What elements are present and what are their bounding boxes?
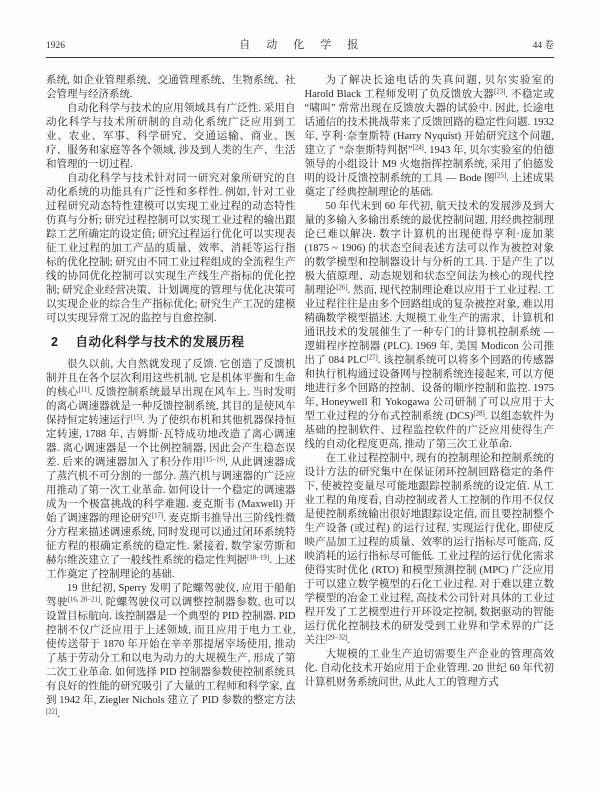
right-column [305,74,555,722]
paragraph: 大规模的工业生产迫切需要生产企业的管理高效化. 自动化技术开始应用于企业管理. 20 世纪 60 年代初计算机财务系统问世, 从此人工的管理方式 [304,649,554,688]
header-rule [46,57,554,58]
paragraph: 19 世纪初, Sperry 发明了陀螺驾驶仪, 应用于船舶驾驶[16, 20−21]. 陀螺驾驶仪可以调整控制器参数, 也可以设置目标航向. 该控制器是一个典型的 PID 控制器. PID 控制不仅广泛应用于上述领域, 而且应用于电力工业, 使传送带于 1870 年开始在辛辛那提屠宰场使用, 推动了基于劳动分工和以电为动力的大规模生产, 形成了第二次工业革命. 如何选择 PID 控制器参数使控制系统具有良好的性能的研究吸引了大量的工程师和科学家, 直到 1942 年, Ziegler Nichols 建立了 PID 参数的整定方法[22]. [46,583,296,720]
paragraph: 为了解决长途电话的失真问题, 贝尔实验室的 Harold Black 工程师发明了负反馈放大器[23]. 不稳定或 “啸叫” 常常出现在反馈放大器的试验中. 因此, 长途电话通信的技术挑战带来了反馈回路的稳定性问题. 1932 年, 亨利·奈奎斯特 (Harry Nyquist) 开始研究这个问题, 建立了 “奈奎斯特判据”[24]. 1943 年, 贝尔实验室的伯德领导的小组设计 M9 火炮指挥控制系统, 采用了伯德发明的设计反馈控制系统的工具 — Bode 图[25]. 上述成果奠定了经典控制理论的基础. [304,75,555,198]
reference-marker: [29−32] [325,634,348,642]
two-column-body [46,74,554,722]
section-number: 2 [51,335,59,349]
paragraph: 很久以前, 大自然就发现了反馈. 它创造了反馈机制并且在各个层次利用这些机制, 它是机体平衡和生命的核心[11]. 反馈控制系统最早出现在风车上. 当时发明的离心调速器就是一种反馈控制系统, 其目的是使风车保持恒定转速运行[15]. 为了使织布机和其他机器保持恒定转速, 1788 年, 吉姆斯·瓦特成功地改造了离心调速器. 离心调速器是一个比例控制器, 因此会产生稳态误差. 后来的调速器加入了积分作用[15−16], 从此调速器成了蒸汽机不可分割的一部分. 蒸汽机与调速器的广泛应用推动了第一次工业革命. 如何设计一个稳定的调速器成为一个极富挑战的科学难题. 麦克斯韦 (Maxwell) 开始了调速器的理论研究[17]. 麦克斯韦推导出三阶线性微分方程来描述调速系统, 同时发现可以通过闭环系统特征方程的根确定系统的稳定性. 紧接着, 数学家劳斯和赫尔维茨建立了一般线性系统的稳定性判据[18−19]. 上述工作奠定了控制理论的基础. [46,359,296,580]
left-column [46,74,296,722]
page-header [46,36,554,52]
section-title: 自动化科学与技术的发展历程 [75,335,245,349]
reference-marker: [16, 20−21] [67,596,101,604]
page-number: 1926 [46,41,65,51]
paragraph: 系统, 如企业管理系统、交通管理系统、生物系统、社会管理与经济系统. [46,75,296,100]
paragraph: 自动化科学与技术针对同一研究对象所研究的自动化系统的功能具有广泛性和多样性. 例如, 针对工业过程研究动态特性建模可以实现工业过程的动态特性仿真与分析; 研究过程控制可以实现工业过程的输出跟踪工艺所确定的设定值; 研究过程运行优化可以实现表征工业过程的加工产品的质量、效率、消耗等运行指标的优化控制; 研究由不同工业过程组成的全流程生产线的协同优化控制可以实现生产线生产指标的优化控制; 研究企业经营决策、计划调度的管理与优化决策可以实现企业的综合生产指标优化; 研究生产工况的建模可以实现异常工况的监控与自愈控制. [46,173,296,324]
paragraph: 自动化科学与技术的应用领域具有广泛性. 采用自动化科学与技术所研制的自动化系统广泛应用到工业、农业、军事、科学研究、交通运输、商业、医疗、服务和家庭等各个领域, 涉及到人类的生产、生活和管理的一切过程. [46,103,296,170]
volume-label: 44 卷 [532,41,554,51]
reference-marker: [15−16] [203,456,226,464]
reference-marker: [17] [151,512,164,520]
reference-marker: [24] [412,144,424,152]
paragraph: 50 年代末到 60 年代初, 航天技术的发展涉及到大量的多输入多输出系统的最优控制问题, 用经典控制理论已难以解决. 数字计算机的出现使得亨利·庞加莱 (1875 ~ 1906) 的状态空间表述方法可以作为被控对象的数学模型和控制器设计与分析的工具. 于是产生了以极大值原理、动态规划和状态空间法为核心的现代控制理论[26]. 然而, 现代控制理论难以应用于工业过程. 工业过程往往是由多个回路组成的复杂被控对象, 难以用精确数学模型描述. 大规模工业生产的需求、计算机和通讯技术的发展催生了一种专门的计算机控制系统 — 逻辑程序控制器 (PLC). 1969 年, 美国 Modicon 公司推出了 084 PLC[27]. 该控制系统可以将多个回路的传感器和执行机构通过设备网与控制系统连接起来, 可以方便地进行多个回路的控制、设备的顺序控制和监控. 1975 年, Honeywell 和 Yokogawa 公司研制了可以应用于大型工业过程的分布式控制系统 (DCS)[28]. 以组态软件为基础的控制软件、过程监控软件的广泛应用使得生产线的自动化程度更高, 推动了第三次工业革命. [304,201,555,450]
reference-marker: [18−19] [247,554,270,562]
paragraph: 在工业过程控制中, 现有的控制理论和控制系统的设计方法的研究集中在保证闭环控制回路稳定的条件下, 使被控变量尽可能地跟踪控制系统的设定值. 从工业工程的角度看, 自动控制或者人工控制的作用不仅仅是使控制系统输出很好地跟踪设定值, 而且要控制整个生产设备 (或过程) 的运行过程, 实现运行优化, 即使反映产品加工过程的质量、效率的运行指标尽可能高, 反映消耗的运行指标尽可能低. 工业过程的运行优化需求使得实时优化 (RTO) 和模型预测控制 (MPC) 广泛应用于可以建立数学模型的石化工业过程. 对于难以建立数学模型的冶金工业过程, 高技术公司针对具体的工业过程开发了工艺模型进行开环设定控制, 数据驱动的智能运行优化控制技术的研发受到工业界和学术界的广泛关注[29−32]. [304,453,554,646]
section-heading [46,335,296,349]
reference-marker: [23] [494,88,506,96]
reference-marker: [15] [130,414,143,422]
journal-title: 自动化学报 [239,39,375,51]
reference-marker: [25] [494,172,507,180]
reference-marker: [22] [46,708,58,716]
reference-marker: [11] [78,386,90,394]
reference-marker: [28] [473,410,485,418]
reference-marker: [26] [336,284,348,292]
reference-marker: [27] [366,354,378,362]
